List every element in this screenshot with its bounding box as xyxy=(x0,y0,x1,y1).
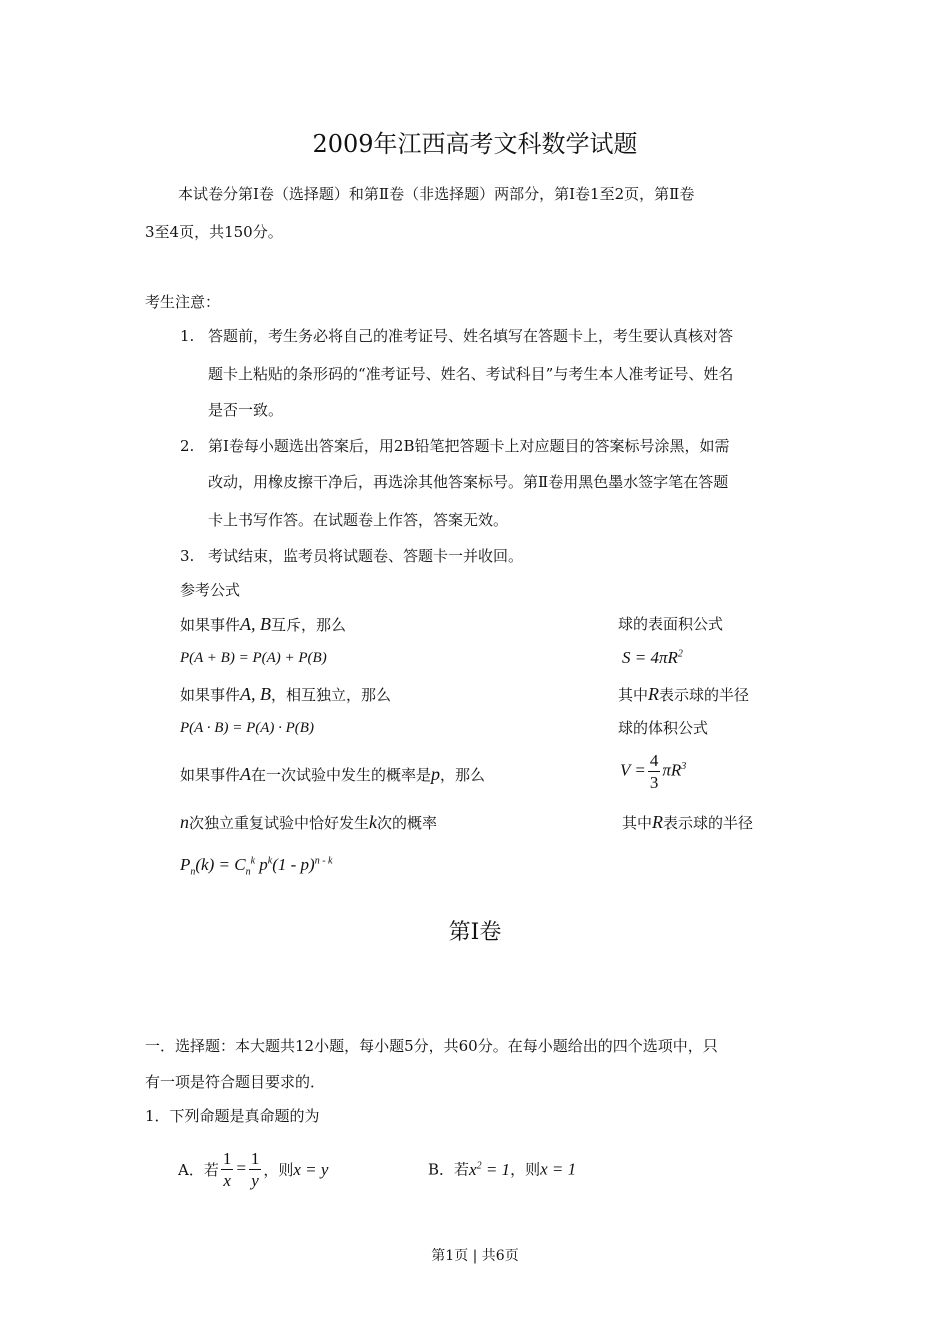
formulas-heading: 参考公式 xyxy=(180,581,241,599)
notice-item-2-line-2: 改动，用橡皮擦干净后，再选涂其他答案标号。第Ⅱ卷用黑色墨水签字笔在答题 xyxy=(208,473,729,491)
intro-line-1: 本试卷分第Ⅰ卷（选择题）和第Ⅱ卷（非选择题）两部分，第Ⅰ卷1至2页，第Ⅱ卷 xyxy=(178,185,695,203)
question-1-stem: 1．下列命题是真命题的为 xyxy=(145,1107,320,1125)
notice-item-2-num: 2. xyxy=(180,437,195,455)
notice-item-1-line-3: 是否一致。 xyxy=(208,401,284,419)
formula-binomial: $P_n(k) = C_n^k$ $p^k(1 - p)^{n - k}$ xyxy=(180,855,333,878)
formula-right-4: 其中R表示球的半径 xyxy=(622,812,754,832)
notice-item-2-line-1: 第Ⅰ卷每小题选出答案后，用2B铅笔把答题卡上对应题目的答案标号涂黑，如需 xyxy=(208,437,730,455)
notice-item-1-line-2: 题卡上粘贴的条形码的“准考证号、姓名、考试科目”与考生本人准考证号、姓名 xyxy=(208,365,734,383)
notice-item-1-num: 1. xyxy=(180,327,195,345)
notice-item-1-line-1: 答题前，考生务必将自己的准考证号、姓名填写在答题卡上，考生要认真核对答 xyxy=(208,327,734,345)
page-footer: 第1页 | 共6页 xyxy=(431,1248,519,1264)
formula-right-3: 球的体积公式 xyxy=(618,719,709,737)
formula-right-2: 其中R表示球的半径 xyxy=(618,684,750,704)
formula-left-4: n次独立重复试验中恰好发生k次的概率 xyxy=(180,812,438,832)
intro-line-2: 3至4页，共150分。 xyxy=(145,223,283,241)
part1-line-1: 一．选择题：本大题共12小题，每小题5分，共60分。在每小题给出的四个选项中，只 xyxy=(145,1037,718,1055)
notice-item-3-num: 3. xyxy=(180,547,195,565)
notice-heading: 考生注意： xyxy=(145,293,221,311)
formula-sphere-area: $S = 4\pi R^2$ xyxy=(622,648,683,667)
formula-multiplication: P(A · B) = P(A) · P(B) xyxy=(180,720,314,736)
section-title: 第Ⅰ卷 xyxy=(448,920,502,945)
page-title: 2009年江西高考文科数学试题 xyxy=(312,130,638,158)
formula-right-1: 球的表面积公式 xyxy=(618,615,724,633)
formula-sphere-volume: V = $\frac{4}{3}$ $\pi R^3$ xyxy=(620,751,687,792)
notice-item-2-line-3: 卡上书写作答。在试题卷上作答，答案无效。 xyxy=(208,511,509,529)
question-1-option-a: A．若 $\frac{1}{x}$ = $\frac{1}{y}$ ，则 x = y xyxy=(178,1149,329,1190)
formula-addition: P(A + B) = P(A) + P(B) xyxy=(180,650,327,666)
formula-left-1: 如果事件A, B互斥，那么 xyxy=(180,614,347,634)
question-1-option-b: B．若$x^2 = 1$，则x = 1 xyxy=(428,1159,577,1179)
formula-left-2: 如果事件A, B，相互独立，那么 xyxy=(180,684,392,704)
part1-line-2: 有一项是符合题目要求的． xyxy=(145,1073,326,1091)
notice-item-3-line-1: 考试结束，监考员将试题卷、答题卡一并收回。 xyxy=(208,547,524,565)
formula-left-3: 如果事件A在一次试验中发生的概率是p，那么 xyxy=(180,764,486,784)
